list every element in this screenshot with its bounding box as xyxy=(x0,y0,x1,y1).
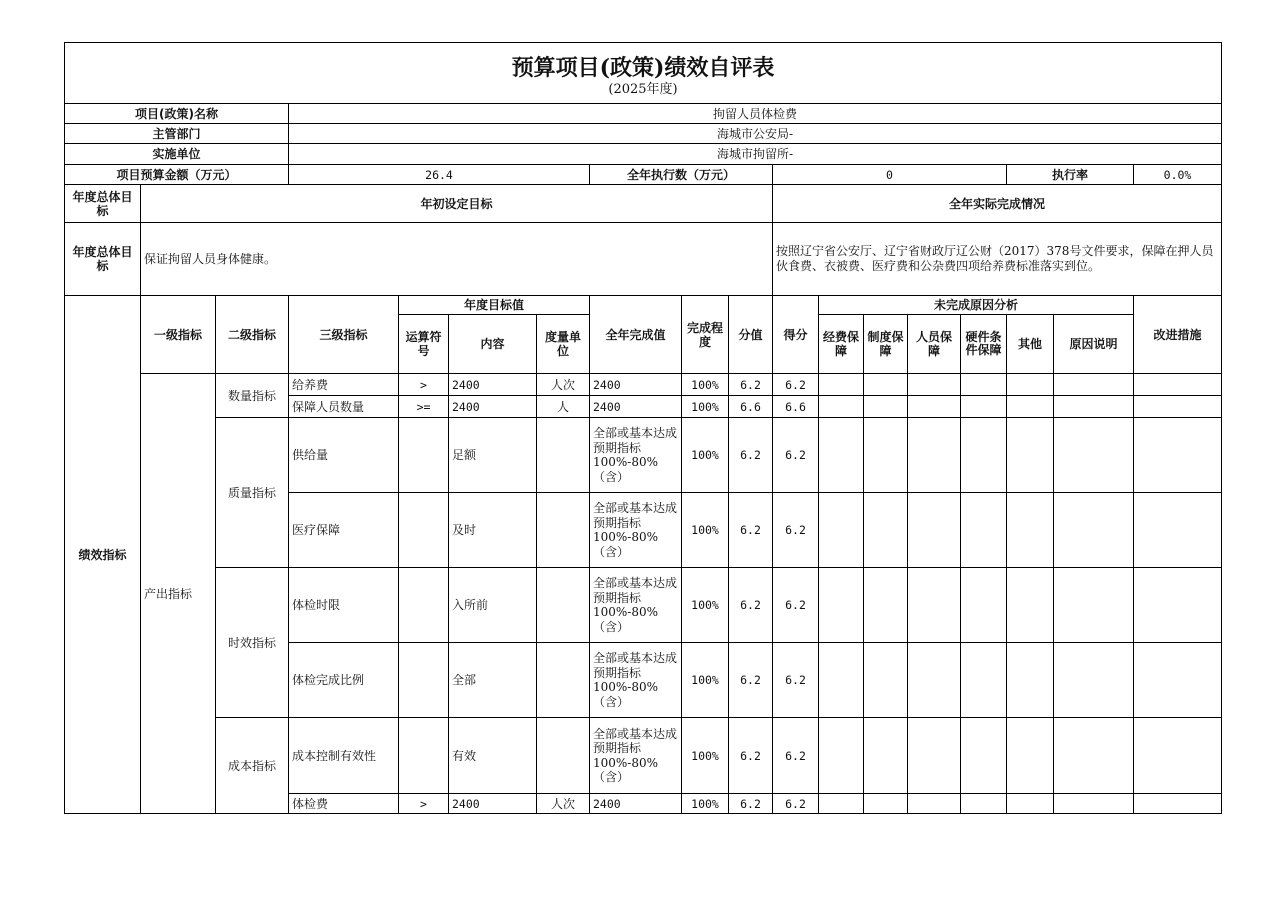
col-content: 内容 xyxy=(449,315,537,374)
indicator-score: 6.2 xyxy=(773,374,819,396)
col-improve: 改进措施 xyxy=(1134,296,1222,374)
indicator-weight: 6.6 xyxy=(729,396,773,418)
indicator-content: 有效 xyxy=(449,718,537,794)
goal-actual-header: 全年实际完成情况 xyxy=(773,185,1222,223)
col-r-staff: 人员保障 xyxy=(908,315,961,374)
indicator-name: 给养费 xyxy=(289,374,399,396)
level1-cell: 产出指标 xyxy=(141,374,216,814)
indicator-degree: 100% xyxy=(682,643,729,718)
indicator-weight: 6.2 xyxy=(729,568,773,643)
indicator-operator: >= xyxy=(399,396,449,418)
indicator-completed: 2400 xyxy=(590,794,682,814)
col-score: 得分 xyxy=(773,296,819,374)
table-row xyxy=(65,374,1222,396)
indicator-degree: 100% xyxy=(682,794,729,814)
indicator-score: 6.2 xyxy=(773,493,819,568)
indicator-unit: 人次 xyxy=(537,374,590,396)
indicator-weight: 6.2 xyxy=(729,374,773,396)
indicator-completed: 全部或基本达成预期指标100%-80%（含） xyxy=(590,718,682,794)
indicator-weight: 6.2 xyxy=(729,718,773,794)
self-evaluation-sheet xyxy=(64,42,1221,814)
indicator-name: 供给量 xyxy=(289,418,399,493)
indicator-completed: 2400 xyxy=(590,374,682,396)
table-row xyxy=(65,568,1222,643)
col-level3: 三级指标 xyxy=(289,296,399,374)
col-operator: 运算符号 xyxy=(399,315,449,374)
indicator-degree: 100% xyxy=(682,493,729,568)
indicator-completed: 全部或基本达成预期指标100%-80%（含） xyxy=(590,493,682,568)
col-annual-target: 年度目标值 xyxy=(399,296,590,315)
indicator-operator: > xyxy=(399,794,449,814)
indicator-score: 6.2 xyxy=(773,794,819,814)
indicator-content: 2400 xyxy=(449,794,537,814)
goal-header-label: 年度总体目标 xyxy=(65,185,141,223)
indicator-name: 保障人员数量 xyxy=(289,396,399,418)
group-quality: 质量指标 xyxy=(216,418,289,568)
col-r-system: 制度保障 xyxy=(864,315,908,374)
indicator-weight: 6.2 xyxy=(729,643,773,718)
col-unit: 度量单位 xyxy=(537,315,590,374)
project-name-label: 项目(政策)名称 xyxy=(65,104,289,124)
dept-value: 海城市公安局- xyxy=(289,124,1222,144)
indicator-score: 6.2 xyxy=(773,643,819,718)
col-completed: 全年完成值 xyxy=(590,296,682,374)
indicator-content: 2400 xyxy=(449,396,537,418)
col-level2: 二级指标 xyxy=(216,296,289,374)
col-weight: 分值 xyxy=(729,296,773,374)
budget-label: 项目预算金额（万元） xyxy=(65,165,289,185)
indicator-content: 2400 xyxy=(449,374,537,396)
indicator-completed: 全部或基本达成预期指标100%-80%（含） xyxy=(590,643,682,718)
title-cell xyxy=(65,43,1222,104)
col-degree: 完成程度 xyxy=(682,296,729,374)
indicator-degree: 100% xyxy=(682,718,729,794)
group-quantity: 数量指标 xyxy=(216,374,289,418)
indicator-score: 6.2 xyxy=(773,568,819,643)
indicator-unit: 人次 xyxy=(537,794,590,814)
indicator-degree: 100% xyxy=(682,418,729,493)
col-r-other: 其他 xyxy=(1007,315,1054,374)
project-name-value: 拘留人员体检费 xyxy=(289,104,1222,124)
executed-label: 全年执行数（万元） xyxy=(590,165,773,185)
indicator-score: 6.6 xyxy=(773,396,819,418)
goal-set-text: 保证拘留人员身体健康。 xyxy=(141,223,773,296)
indicator-content: 足额 xyxy=(449,418,537,493)
rate-label: 执行率 xyxy=(1007,165,1134,185)
rate-value: 0.0% xyxy=(1134,165,1222,185)
unit-value: 海城市拘留所- xyxy=(289,144,1222,165)
indicator-weight: 6.2 xyxy=(729,418,773,493)
indicator-unit: 人 xyxy=(537,396,590,418)
evaluation-table xyxy=(64,42,1222,814)
indicator-completed: 2400 xyxy=(590,396,682,418)
indicator-operator: > xyxy=(399,374,449,396)
indicator-weight: 6.2 xyxy=(729,493,773,568)
indicator-completed: 全部或基本达成预期指标100%-80%（含） xyxy=(590,568,682,643)
indicator-weight: 6.2 xyxy=(729,794,773,814)
indicator-content: 及时 xyxy=(449,493,537,568)
executed-value: 0 xyxy=(773,165,1007,185)
col-level1: 一级指标 xyxy=(141,296,216,374)
dept-label: 主管部门 xyxy=(65,124,289,144)
indicator-content: 入所前 xyxy=(449,568,537,643)
indicator-name: 医疗保障 xyxy=(289,493,399,568)
group-cost: 成本指标 xyxy=(216,718,289,814)
col-r-desc: 原因说明 xyxy=(1054,315,1134,374)
page-subtitle: (2025年度) xyxy=(608,82,678,97)
col-r-hardware: 硬件条件保障 xyxy=(961,315,1007,374)
indicator-name: 体检完成比例 xyxy=(289,643,399,718)
table-row xyxy=(65,718,1222,794)
page-title: 预算项目(政策)绩效自评表 xyxy=(511,55,775,81)
indicator-degree: 100% xyxy=(682,568,729,643)
indicator-content: 全部 xyxy=(449,643,537,718)
col-r-fund: 经费保障 xyxy=(819,315,864,374)
col-reason-group: 未完成原因分析 xyxy=(819,296,1134,315)
indicator-score: 6.2 xyxy=(773,718,819,794)
goal-set-header: 年初设定目标 xyxy=(141,185,773,223)
indicator-score: 6.2 xyxy=(773,418,819,493)
budget-value: 26.4 xyxy=(289,165,590,185)
indicator-completed: 全部或基本达成预期指标100%-80%（含） xyxy=(590,418,682,493)
indicator-degree: 100% xyxy=(682,374,729,396)
indicator-degree: 100% xyxy=(682,396,729,418)
indicator-section-label: 绩效指标 xyxy=(65,296,141,814)
goal-row-label: 年度总体目标 xyxy=(65,223,141,296)
indicator-name: 体检时限 xyxy=(289,568,399,643)
group-timeliness: 时效指标 xyxy=(216,568,289,718)
goal-actual-text: 按照辽宁省公安厅、辽宁省财政厅辽公财（2017）378号文件要求，保障在押人员伙食费、衣被费、医疗费和公杂费四项给养费标准落实到位。 xyxy=(773,223,1222,296)
indicator-name: 成本控制有效性 xyxy=(289,718,399,794)
unit-label: 实施单位 xyxy=(65,144,289,165)
table-row xyxy=(65,418,1222,493)
indicator-name: 体检费 xyxy=(289,794,399,814)
